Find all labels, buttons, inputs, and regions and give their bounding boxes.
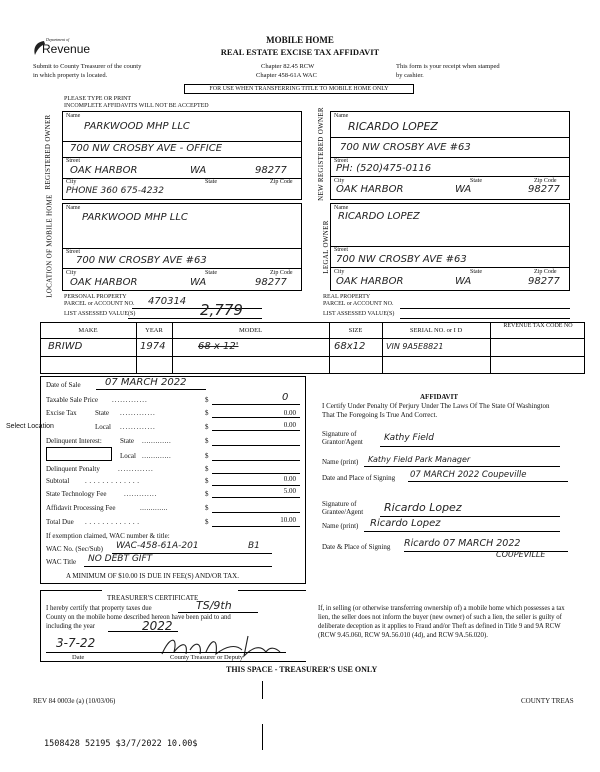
parcel-account-number[interactable]: 470314 <box>148 296 187 307</box>
legal-owner-name[interactable]: RICARDO LOPEZ <box>338 211 420 222</box>
delinquent-interest-label: Delinquent Interest: <box>46 437 102 445</box>
registered-owner-street[interactable]: 700 NW CROSBY AVE - OFFICE <box>70 143 223 154</box>
location-name[interactable]: PARKWOOD MHP LLC <box>82 212 188 223</box>
tech-fee-dots: ............. <box>124 490 158 498</box>
interest-state-dollar: $ <box>205 437 209 445</box>
vehicle-serial[interactable]: VIN 9A5E8821 <box>386 342 444 351</box>
street-label: Street <box>66 249 80 255</box>
legal-owner-street[interactable]: 700 NW CROSBY AVE #63 <box>336 254 467 265</box>
excise-local-dots: ............. <box>120 423 156 431</box>
state-label: State <box>470 178 482 184</box>
col-model: MODEL <box>238 327 263 334</box>
form-revision: REV 84 0003e (a) (10/03/06) <box>33 697 116 705</box>
city-label: City <box>66 179 77 185</box>
tax-year[interactable]: 2022 <box>142 619 173 633</box>
select-location-text[interactable]: Select Location <box>6 423 54 430</box>
new-owner-phone[interactable]: PH: (520)475-0116 <box>336 163 432 174</box>
zip-label: Zip Code <box>534 178 557 184</box>
location-street[interactable]: 700 NW CROSBY AVE #63 <box>76 255 207 266</box>
wac-number[interactable]: WAC-458-61A-201 <box>116 541 199 551</box>
grantee-name-label: Name (print) <box>322 522 359 530</box>
parcel-account-label: PARCEL or ACCOUNT NO. <box>64 301 135 307</box>
minimum-note: A MINIMUM OF $10.00 IS DUE IN FEE(S) AND/OR TAX. <box>66 572 239 580</box>
registered-owner-state[interactable]: WA <box>190 165 207 176</box>
excise-local-label: Local <box>95 423 111 431</box>
registered-owner-name[interactable]: PARKWOOD MHP LLC <box>84 121 190 132</box>
registered-owner-label: REGISTERED OWNER <box>44 114 52 190</box>
print-note: PLEASE TYPE OR PRINT <box>64 96 132 102</box>
col-year: YEAR <box>145 327 163 334</box>
interest-state-dots: ............. <box>142 437 172 445</box>
col-size: SIZE <box>348 327 363 334</box>
assessed-value[interactable]: 2,779 <box>200 301 243 319</box>
treasurer-deputy-label: County Treasurer or Deputy <box>170 654 244 661</box>
location-zip[interactable]: 98277 <box>255 277 287 288</box>
local-code-input[interactable] <box>46 447 112 461</box>
exemption-label: If exemption claimed, WAC number & title: <box>46 532 170 540</box>
total-due-label: Total Due <box>46 518 74 526</box>
city-label: City <box>66 270 77 276</box>
name-label: Name <box>334 113 349 119</box>
subtotal-amount[interactable]: 0.00 <box>283 475 296 483</box>
treasurer-cert-line3: including the year <box>46 623 96 630</box>
wac-suffix[interactable]: B1 <box>248 541 260 551</box>
chapter-wac: Chapter 458-61A WAC <box>256 72 317 79</box>
grantor-sig-label: Signature of Grantor/Agent <box>322 430 363 446</box>
submit-instruction-2: in which property is located. <box>33 72 108 79</box>
col-tax-code: REVENUE TAX CODE NO <box>503 323 573 329</box>
wac-title-label: WAC Title <box>46 558 77 566</box>
excise-state-dollar: $ <box>205 409 209 417</box>
taxable-sale-price[interactable]: 0 <box>282 392 289 403</box>
grantor-signature[interactable]: Kathy Field <box>384 433 434 443</box>
affidavit-fee-dollar: $ <box>205 504 209 512</box>
wac-no-label: WAC No. (Sec/Sub) <box>46 545 103 553</box>
treasurer-cert-line1: I hereby certify that property taxes due <box>46 605 152 612</box>
location-label: LOCATION OF MOBILE HOME <box>45 194 54 298</box>
subtotal-dollar: $ <box>205 477 209 485</box>
col-make: MAKE <box>78 327 98 334</box>
grantor-name-label: Name (print) <box>322 458 359 466</box>
interest-local-label: Local <box>120 452 136 460</box>
zip-label: Zip Code <box>270 270 293 276</box>
grantee-name[interactable]: Ricardo Lopez <box>370 518 441 529</box>
treasurer-cert-line2: County on the mobile home described hereon have been paid to and <box>46 614 231 621</box>
receipt-note-1: This form is your receipt when stamped <box>396 63 500 70</box>
date-of-sale[interactable]: 07 MARCH 2022 <box>105 377 187 388</box>
state-label: State <box>470 269 482 275</box>
excise-local-amount[interactable]: 0.00 <box>283 421 296 429</box>
legal-owner-city[interactable]: OAK HARBOR <box>336 276 404 287</box>
legal-owner-zip[interactable]: 98277 <box>528 276 560 287</box>
street-label: Street <box>334 158 348 164</box>
affidavit-title: AFFIDAVIT <box>420 393 458 401</box>
grantee-sig-label: Signature of Grantee/Agent <box>322 500 364 516</box>
grantee-date-label: Date & Place of Signing <box>322 543 391 551</box>
real-parcel-label: PARCEL or ACCOUNT NO. <box>323 301 394 307</box>
name-label: Name <box>334 205 349 211</box>
tech-fee-label: State Technology Fee <box>46 490 107 498</box>
form-subtitle: REAL ESTATE EXCISE TAX AFFIDAVIT <box>220 47 380 57</box>
date-of-sale-label: Date of Sale <box>46 381 81 389</box>
col-serial: SERIAL NO. or I D <box>409 327 463 334</box>
list-assessed-label: LIST ASSESSED VALUE(S) <box>64 311 136 317</box>
state-label: State <box>205 179 217 185</box>
form-title: MOBILE HOME <box>266 35 334 45</box>
real-property-label: REAL PROPERTY <box>323 294 371 300</box>
new-owner-zip[interactable]: 98277 <box>528 184 560 195</box>
vehicle-year[interactable]: 1974 <box>140 341 166 352</box>
revenue-logo <box>32 37 92 59</box>
location-city[interactable]: OAK HARBOR <box>70 277 138 288</box>
real-assessed-label: LIST ASSESSED VALUE(S) <box>323 311 395 317</box>
grantor-date-place[interactable]: 07 MARCH 2022 Coupeville <box>410 470 527 480</box>
total-dots: ............. <box>85 518 142 526</box>
excise-local-dollar: $ <box>205 423 209 431</box>
treasurer-cert-value[interactable]: TS/9th <box>196 599 232 612</box>
penalty-dollar: $ <box>205 465 209 473</box>
grantee-place[interactable]: COUPEVILLE <box>496 550 546 559</box>
registered-owner-city[interactable]: OAK HARBOR <box>70 165 138 176</box>
treasurer-date[interactable]: 3-7-22 <box>56 636 96 650</box>
zip-label: Zip Code <box>534 269 557 275</box>
tax-lien-warning: If, in selling (or otherwise transferring ownership of) a mobile home which possesses a tax lien, the seller does not inform the buyer (new owner) of such a lien, the seller is guilty of deliberate deception as it applies to Fraud and/or Theft as defined in Title 9 and 9A RCW (RCW 9.45.060, RCW 9A.56.010 (4d), and RCW 9A.56.020). <box>318 605 565 639</box>
new-registered-owner-label: NEW REGISTERED OWNER <box>317 107 325 201</box>
affidavit-fee-dots: ............. <box>140 504 168 512</box>
taxable-dollar: $ <box>205 396 209 404</box>
new-owner-name[interactable]: RICARDO LOPEZ <box>348 120 438 133</box>
total-dollar: $ <box>205 518 209 526</box>
treasurer-date-label: Date <box>72 654 85 661</box>
city-label: City <box>334 178 345 184</box>
vehicle-model[interactable]: 68 x 12' <box>198 341 239 352</box>
tech-fee-amount[interactable]: 5.00 <box>283 487 296 495</box>
excise-label: Excise Tax <box>46 409 77 417</box>
excise-state-label: State <box>95 409 109 417</box>
affidavit-text: I Certify Under Penalty Of Perjury Under The Laws Of The State Of Washington That The Foregoing Is True And Correct. <box>322 402 550 419</box>
tech-fee-dollar: $ <box>205 490 209 498</box>
legal-owner-state[interactable]: WA <box>455 276 472 287</box>
city-label: City <box>334 269 345 275</box>
affidavit-fee-label: Affidavit Processing Fee <box>46 504 116 512</box>
treasurer-title: TREASURER'S CERTIFICATE <box>107 594 199 602</box>
vehicle-make[interactable]: BRIWD <box>48 341 83 352</box>
registered-owner-phone[interactable]: PHONE 360 675-4232 <box>66 186 164 196</box>
receipt-note-2: by cashier. <box>396 72 424 79</box>
receipt-stamp: 1508428 52195 $3/7/2022 10.00$ <box>44 739 198 749</box>
taxable-dots: ............. <box>112 396 148 404</box>
legal-owner-label: LEGAL OWNER <box>322 220 330 274</box>
transfer-banner-text: FOR USE WHEN TRANSFERRING TITLE TO MOBILE HOME ONLY <box>209 86 389 92</box>
incomplete-note: INCOMPLETE AFFIDAVITS WILL NOT BE ACCEPTED <box>64 103 209 109</box>
name-label: Name <box>66 205 81 211</box>
wac-title[interactable]: NO DEBT GIFT <box>88 554 153 564</box>
penalty-dots: ............. <box>118 465 154 473</box>
state-label: State <box>205 270 217 276</box>
submit-instruction-1: Submit to County Treasurer of the county <box>33 63 142 70</box>
interest-local-dollar: $ <box>205 452 209 460</box>
logo-text: Revenue <box>42 42 91 56</box>
grantor-name[interactable]: Kathy Field Park Manager <box>368 455 471 464</box>
new-owner-state[interactable]: WA <box>455 184 472 195</box>
subtotal-label: Subtotal <box>46 477 70 485</box>
street-label: Street <box>334 247 348 253</box>
county-treas-label: COUNTY TREAS <box>521 697 574 705</box>
vehicle-size[interactable]: 68x12 <box>334 341 366 352</box>
chapter-rcw: Chapter 82.45 RCW <box>261 63 315 70</box>
subtotal-dots: ............. <box>85 477 142 485</box>
logo-small-text: Department of <box>46 37 70 42</box>
excise-state-dots: ............. <box>120 409 156 417</box>
new-owner-city[interactable]: OAK HARBOR <box>336 184 404 195</box>
name-label: Name <box>66 113 81 119</box>
transfer-banner <box>184 84 414 94</box>
street-label: Street <box>66 158 80 164</box>
total-due-amount[interactable]: 10.00 <box>280 516 296 524</box>
treasurer-use-only: THIS SPACE - TREASURER'S USE ONLY <box>226 665 378 674</box>
grantor-date-label: Date and Place of Signing <box>322 474 396 482</box>
grantee-date[interactable]: Ricardo 07 MARCH 2022 <box>404 538 521 549</box>
new-owner-street[interactable]: 700 NW CROSBY AVE #63 <box>340 142 471 153</box>
zip-label: Zip Code <box>270 179 293 185</box>
excise-state-amount[interactable]: 0.00 <box>283 409 296 417</box>
interest-local-dots: ............. <box>142 452 172 460</box>
location-state[interactable]: WA <box>190 277 207 288</box>
personal-property-label: PERSONAL PROPERTY <box>64 294 127 300</box>
grantee-signature[interactable]: Ricardo Lopez <box>384 501 462 514</box>
interest-state-label: State <box>120 437 134 445</box>
delinquent-penalty-label: Delinquent Penalty <box>46 465 100 473</box>
registered-owner-zip[interactable]: 98277 <box>255 165 287 176</box>
taxable-label: Taxable Sale Price <box>46 396 98 404</box>
